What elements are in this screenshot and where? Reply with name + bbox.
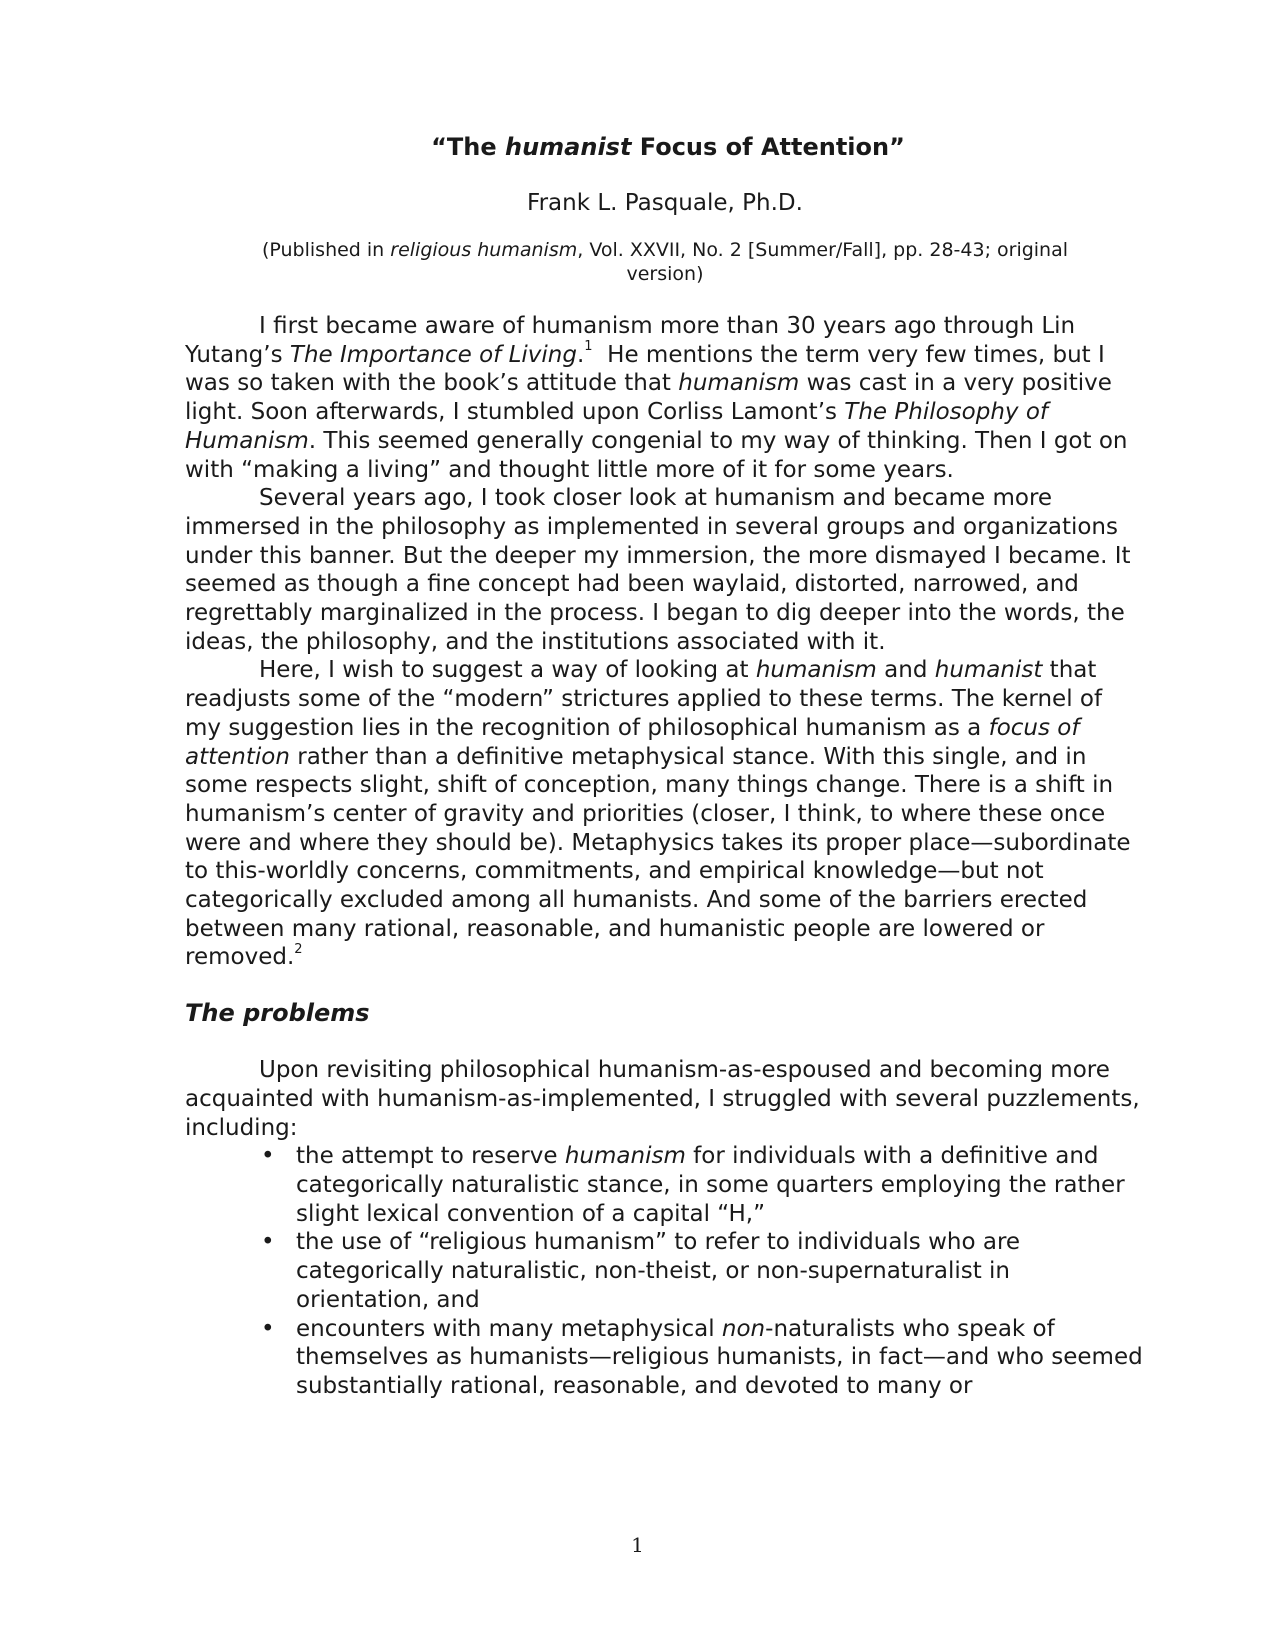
publication-details: , Vol. XXVII, No. 2 [Summer/Fall], pp. 28-43; original version) <box>577 239 1069 285</box>
footnote-ref-2[interactable]: 2 <box>294 941 303 957</box>
text-run: the attempt to reserve <box>296 1143 565 1170</box>
footnote-ref-1[interactable]: 1 <box>584 339 593 355</box>
text-run: for individuals with a definitive and categorically naturalistic stance, in some quarters employing the rather slight lexical convention of a capital “H,” <box>296 1143 1125 1227</box>
paragraph-3 <box>185 656 1145 972</box>
title-suffix: Focus of Attention” <box>631 133 905 161</box>
list-item <box>185 1228 1145 1314</box>
paragraph-2: Several years ago, I took closer look at humanism and became more immersed in the philosophy as implemented in several groups and organizations under this banner. But the deeper my immersion, the more dismayed I became. It seemed as though a fine concept had been waylaid, distorted, narrowed, and regrettably marginalized in the process. I began to dig deeper into the words, the ideas, the philosophy, and the institutions associated with it. <box>185 485 1131 655</box>
text-run: the use of “religious humanism” to refer to individuals who are categorically naturalistic, non-theist, or non-supernaturalist in orientation, and <box>296 1229 1021 1313</box>
section-heading: The problems <box>185 999 370 1028</box>
intro-paragraph: Upon revisiting philosophical humanism-as-espoused and becoming more acquainted with humanism-as-implemented, I struggled with several puzzlements, including: <box>185 1057 1140 1141</box>
emphasis-focus-of-attention: focus of attention <box>185 714 1080 770</box>
publication-note <box>225 238 1105 286</box>
paragraph-1 <box>185 312 1145 484</box>
bullet-list <box>185 1142 1145 1400</box>
book-title-importance-of-living: The Importance of Living <box>289 341 577 368</box>
author-name: Frank L. Pasquale, Ph.D. <box>527 190 803 216</box>
document-title <box>185 132 1145 162</box>
emphasis-humanism: humanism <box>678 370 800 397</box>
text-run: I first became aware of humanism more than 30 years ago through Lin Yutang’s <box>185 313 1076 368</box>
title-italic-word: humanist <box>504 133 632 161</box>
text-run: . This seemed generally congenial to my way of thinking. Then I got on with “making a living” and thought little more of it for some years. <box>185 427 1128 483</box>
text-run: and <box>876 657 935 684</box>
article-body <box>185 312 1145 1401</box>
list-item <box>185 1142 1145 1228</box>
text-run: rather than a definitive metaphysical stance. With this single, and in some respects slight, shift of conception, many things change. There is a shift in humanism’s center of gravity and priorities (closer, I think, to where these once were and where they should be). Metaphysics takes its proper place—subordinate to this-worldly concerns, commitments, and empirical knowledge—but not categorically excluded among all humanists. And some of the barriers erected between many rational, reasonable, and humanistic people are lowered or removed. <box>185 743 1131 971</box>
text-run: was cast in a very positive light. Soon afterwards, I stumbled upon Corliss Lamont’s <box>185 370 1112 426</box>
emphasis-humanism: humanism <box>755 657 877 684</box>
text-run: that readjusts some of the “modern” strictures applied to these terms. The kernel of my suggestion lies in the recognition of philosophical humanism as a <box>185 657 1103 741</box>
list-item <box>185 1315 1145 1401</box>
emphasis-humanism: humanism <box>564 1143 686 1170</box>
document-page <box>185 132 1145 1401</box>
text-run: . <box>576 341 585 368</box>
emphasis-humanist: humanist <box>934 657 1043 684</box>
bullet-icon: • <box>261 1143 275 1170</box>
journal-name: religious humanism <box>390 239 578 261</box>
publication-prefix: (Published in <box>261 239 391 261</box>
bullet-icon: • <box>261 1229 275 1256</box>
text-run: Here, I wish to suggest a way of looking at <box>259 657 756 684</box>
title-prefix: “The <box>431 133 505 161</box>
page-number: 1 <box>631 1533 644 1557</box>
text-run: encounters with many metaphysical <box>296 1315 722 1342</box>
book-title-philosophy-of-humanism: The Philosophy of Humanism <box>185 399 1049 454</box>
text-run: He mentions the term very few times, but I was so taken with the book’s attitude that <box>185 341 1113 397</box>
bullet-icon: • <box>261 1315 275 1342</box>
text-run: -naturalists who speak of themselves as humanists—religious humanists, in fact—and who seemed substantially rational, reasonable, and devoted to many or <box>296 1315 1143 1399</box>
emphasis-non: non <box>721 1315 766 1342</box>
